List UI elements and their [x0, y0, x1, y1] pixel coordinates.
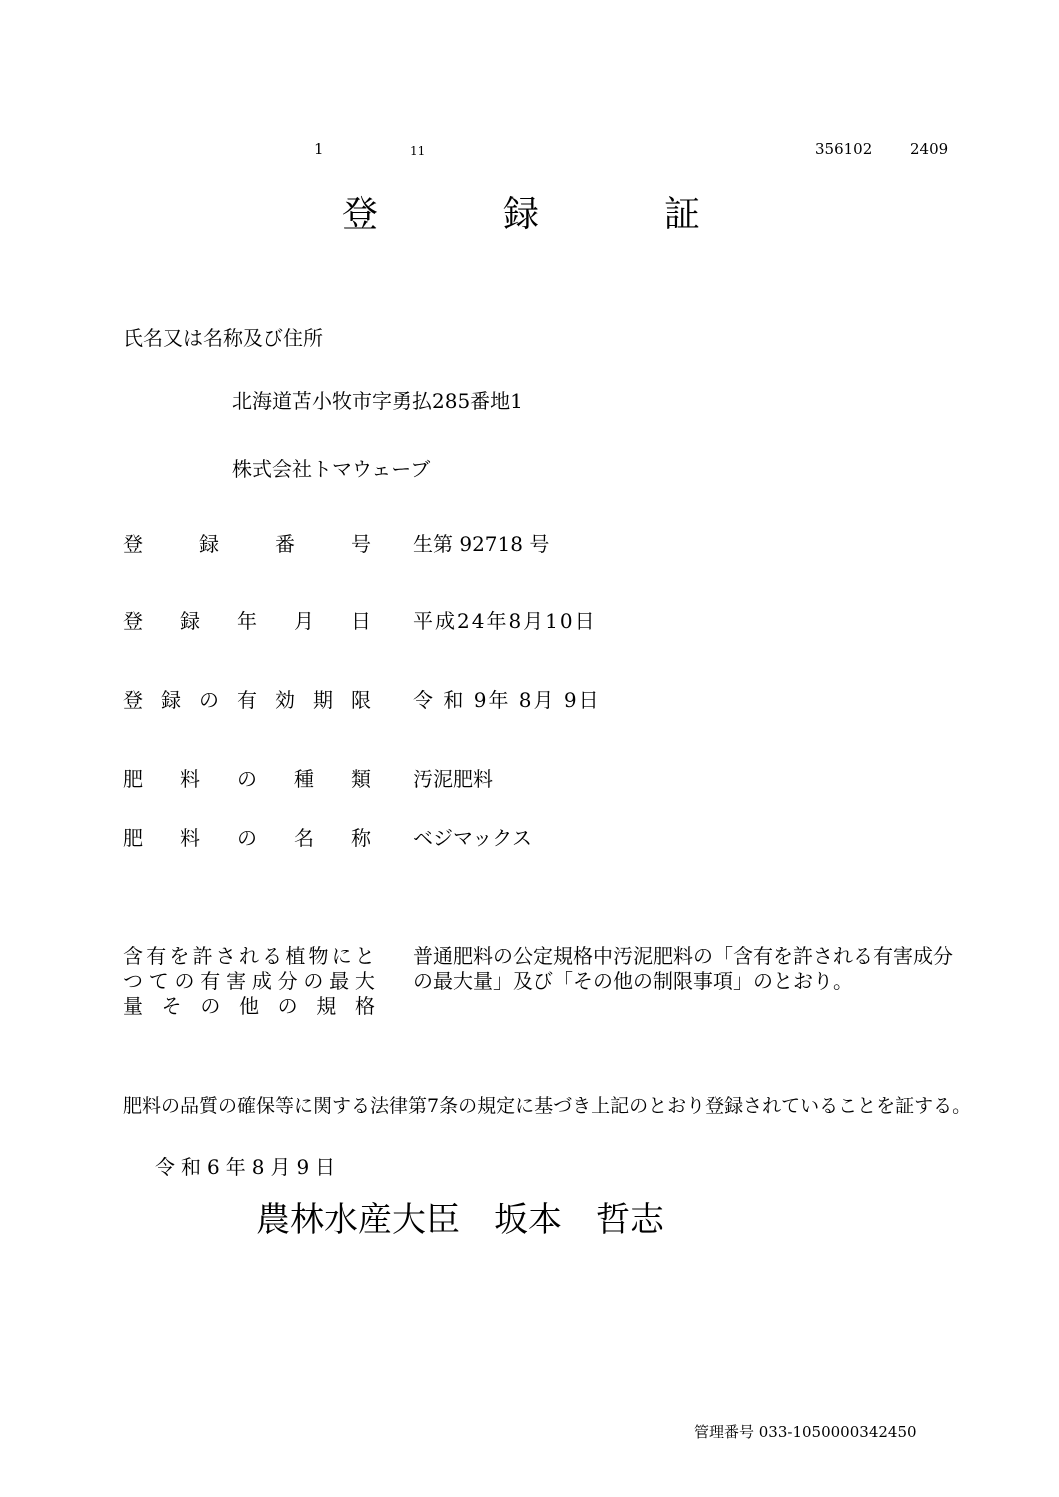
sheet-number: 11: [410, 144, 426, 158]
label-char: 録: [199, 532, 219, 556]
label-char: 成: [251, 969, 272, 993]
label-char: 物: [308, 944, 329, 968]
label-char: の: [237, 826, 257, 850]
fertilizer-type-value: 汚泥肥料: [413, 767, 493, 791]
label-char: の: [174, 969, 195, 993]
spec-value: [413, 944, 953, 994]
registration-number-value: 生第 92718 号: [413, 532, 550, 556]
spec-label: [123, 944, 375, 1019]
label-char: と: [354, 944, 375, 968]
label-char: て: [148, 969, 169, 993]
management-number: 管理番号 033-1050000342450: [694, 1423, 917, 1441]
label-char: 日: [351, 609, 371, 633]
label-char: の: [199, 688, 219, 712]
validity-period-label: [123, 684, 371, 713]
label-char: の: [303, 969, 324, 993]
label-char: 登: [123, 688, 143, 712]
label-char: 種: [294, 767, 314, 791]
fertilizer-type-label: [123, 763, 371, 792]
label-char: さ: [215, 944, 236, 968]
label-char: 量: [123, 994, 143, 1018]
label-char: 有: [146, 944, 167, 968]
label-char: 含: [123, 944, 143, 968]
label-char: の: [200, 994, 221, 1018]
title-char-2: 録: [503, 194, 540, 235]
label-char: 植: [285, 944, 306, 968]
label-char: 大: [354, 969, 375, 993]
spec-value-line-1: 普通肥料の公定規格中汚泥肥料の「含有を許される有害成分: [413, 944, 953, 968]
spec-label-line: [123, 969, 375, 994]
minister-signature: 農林水産大臣 坂本 哲志: [256, 1200, 664, 1240]
label-char: 称: [351, 826, 371, 850]
fertilizer-name-label: [123, 822, 371, 851]
label-char: そ: [161, 994, 182, 1018]
label-char: 肥: [123, 767, 143, 791]
label-char: 限: [351, 688, 371, 712]
spec-value-line-2: の最大量」及び「その他の制限事項」のとおり。: [413, 969, 853, 993]
label-char: る: [262, 944, 283, 968]
fertilizer-name-value: ベジマックス: [413, 826, 532, 850]
validity-period-value: 令 和 9年 8月 9日: [413, 688, 601, 712]
label-char: 規: [316, 994, 337, 1018]
applicant-address: 北海道苫小牧市字勇払285番地1: [232, 389, 523, 413]
label-char: 号: [351, 532, 371, 556]
label-char: 登: [123, 532, 143, 556]
spec-label-line: [123, 944, 375, 969]
label-char: 効: [275, 688, 295, 712]
document-code-a: 356102: [815, 140, 873, 158]
label-char: 他: [238, 994, 259, 1018]
label-char: の: [277, 994, 298, 1018]
label-char: 番: [275, 532, 295, 556]
label-char: つ: [123, 969, 143, 993]
label-char: 害: [226, 969, 247, 993]
label-char: を: [169, 944, 190, 968]
label-char: 期: [313, 688, 333, 712]
label-char: 名: [294, 826, 314, 850]
document-code-b: 2409: [910, 140, 949, 158]
title-char-1: 登: [342, 194, 379, 235]
label-char: 分: [277, 969, 298, 993]
label-char: 格: [354, 994, 375, 1018]
label-char: 料: [180, 826, 200, 850]
label-char: 録: [180, 609, 200, 633]
label-char: 最: [329, 969, 350, 993]
label-char: 有: [200, 969, 221, 993]
registration-date-label: [123, 605, 371, 634]
page-number: 1: [314, 140, 324, 158]
label-char: 録: [161, 688, 181, 712]
label-char: れ: [238, 944, 259, 968]
label-char: に: [331, 944, 352, 968]
label-char: 登: [123, 609, 143, 633]
label-char: 肥: [123, 826, 143, 850]
registration-date-value: 平成24年8月10日: [413, 609, 597, 633]
label-char: 有: [237, 688, 257, 712]
spec-label-line: [123, 994, 375, 1019]
applicant-label: 氏名又は名称及び住所: [123, 326, 323, 350]
certification-statement: 肥料の品質の確保等に関する法律第7条の規定に基づき上記のとおり登録されていることを証する。: [123, 1095, 972, 1117]
applicant-company: 株式会社トマウェーブ: [232, 457, 431, 481]
label-char: 月: [294, 609, 314, 633]
label-char: 許: [192, 944, 213, 968]
label-char: 料: [180, 767, 200, 791]
label-char: 類: [351, 767, 371, 791]
registration-number-label: [123, 528, 371, 557]
label-char: 年: [237, 609, 257, 633]
label-char: の: [237, 767, 257, 791]
issue-date: 令和6年8月9日: [155, 1155, 342, 1179]
title-char-3: 証: [664, 194, 701, 235]
